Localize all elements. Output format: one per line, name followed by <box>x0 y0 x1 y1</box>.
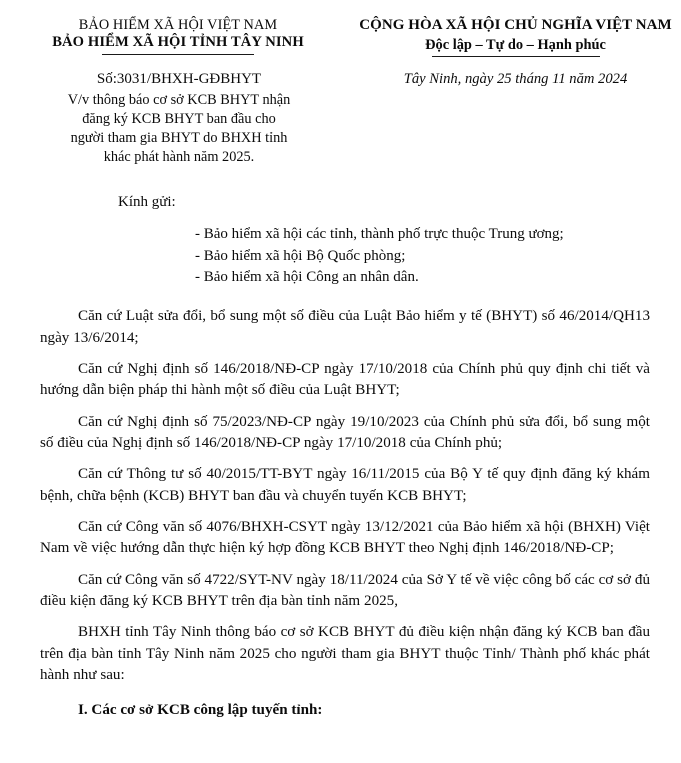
subject-line: V/v thông báo cơ sở KCB BHYT nhận <box>67 91 291 108</box>
header-left-column <box>0 16 350 55</box>
recipient-list <box>195 224 681 288</box>
subject-line: đăng ký KCB BHYT ban đầu cho <box>82 110 276 127</box>
place-and-date: Tây Ninh, ngày 25 tháng 11 năm 2024 <box>403 70 628 87</box>
recipients-block <box>0 193 681 288</box>
agency-national-name: BẢO HIỂM XÃ HỘI VIỆT NAM <box>78 17 278 33</box>
header-right-column <box>350 16 681 57</box>
reference-row <box>0 69 681 167</box>
document-body <box>40 306 650 721</box>
subject-line: người tham gia BHYT do BHXH tỉnh <box>70 129 288 146</box>
salutation: Kính gửi: <box>118 193 176 210</box>
list-item: - Bảo hiểm xã hội các tỉnh, thành phố trực thuộc Trung ương; <box>195 226 564 243</box>
body-paragraph: Căn cứ Luật sửa đổi, bổ sung một số điều của Luật Bảo hiểm y tế (BHYT) số 46/2014/QH13 ngày 13/6/2014; <box>40 308 650 346</box>
agency-underline <box>102 54 254 55</box>
national-title: CỘNG HÒA XÃ HỘI CHỦ NGHĨA VIỆT NAM <box>359 17 672 33</box>
body-paragraph: Căn cứ Nghị định số 75/2023/NĐ-CP ngày 19/10/2023 của Chính phủ sửa đổi, bổ sung một số điều của Nghị định số 146/2018/NĐ-CP ngày 17/10/2018 của Chính phủ; <box>40 413 650 452</box>
section-heading-i: I. Các cơ sở KCB công lập tuyến tỉnh: <box>78 701 323 718</box>
agency-provincial-name: BẢO HIỂM XÃ HỘI TỈNH TÂY NINH <box>52 34 304 50</box>
subject-line: khác phát hành năm 2025. <box>103 148 255 165</box>
document-number: Số:3031/BHXH-GĐBHYT <box>96 70 262 87</box>
reference-right-column <box>350 69 681 88</box>
national-motto: Độc lập – Tự do – Hạnh phúc <box>425 36 606 53</box>
body-paragraph: BHXH tỉnh Tây Ninh thông báo cơ sở KCB BHYT đủ điều kiện nhận đăng ký KCB ban đầu trên địa bàn tỉnh Tây Ninh năm 2025 cho người tham gia BHYT thuộc Tỉnh/ Thành phố khác phát hành như sau: <box>40 624 650 684</box>
document-subject <box>8 91 350 167</box>
body-paragraph: Căn cứ Công văn số 4722/SYT-NV ngày 18/11/2024 của Sở Y tế về việc công bố các cơ sở đủ điều kiện đăng ký KCB BHYT trên địa bàn tỉnh năm 2025, <box>40 571 650 610</box>
body-paragraph: Căn cứ Nghị định số 146/2018/NĐ-CP ngày 17/10/2018 của Chính phủ quy định chi tiết và hướng dẫn biện pháp thi hành một số điều của Luật BHYT; <box>40 360 650 399</box>
list-item: - Bảo hiểm xã hội Công an nhân dân. <box>195 268 419 285</box>
body-paragraph: Căn cứ Thông tư số 40/2015/TT-BYT ngày 16/11/2015 của Bộ Y tế quy định đăng ký khám bệnh, chữa bệnh (KCB) BHYT ban đầu và chuyển tuyến KCB BHYT; <box>40 466 650 504</box>
document-header <box>0 0 681 57</box>
body-paragraph: Căn cứ Công văn số 4076/BHXH-CSYT ngày 13/12/2021 của Bảo hiểm xã hội (BHXH) Việt Nam về việc hướng dẫn thực hiện ký hợp đồng KCB BHYT theo Nghị định 146/2018/NĐ-CP; <box>40 518 650 557</box>
reference-left-column <box>0 69 350 167</box>
motto-underline <box>432 56 600 57</box>
list-item: - Bảo hiểm xã hội Bộ Quốc phòng; <box>195 247 406 264</box>
